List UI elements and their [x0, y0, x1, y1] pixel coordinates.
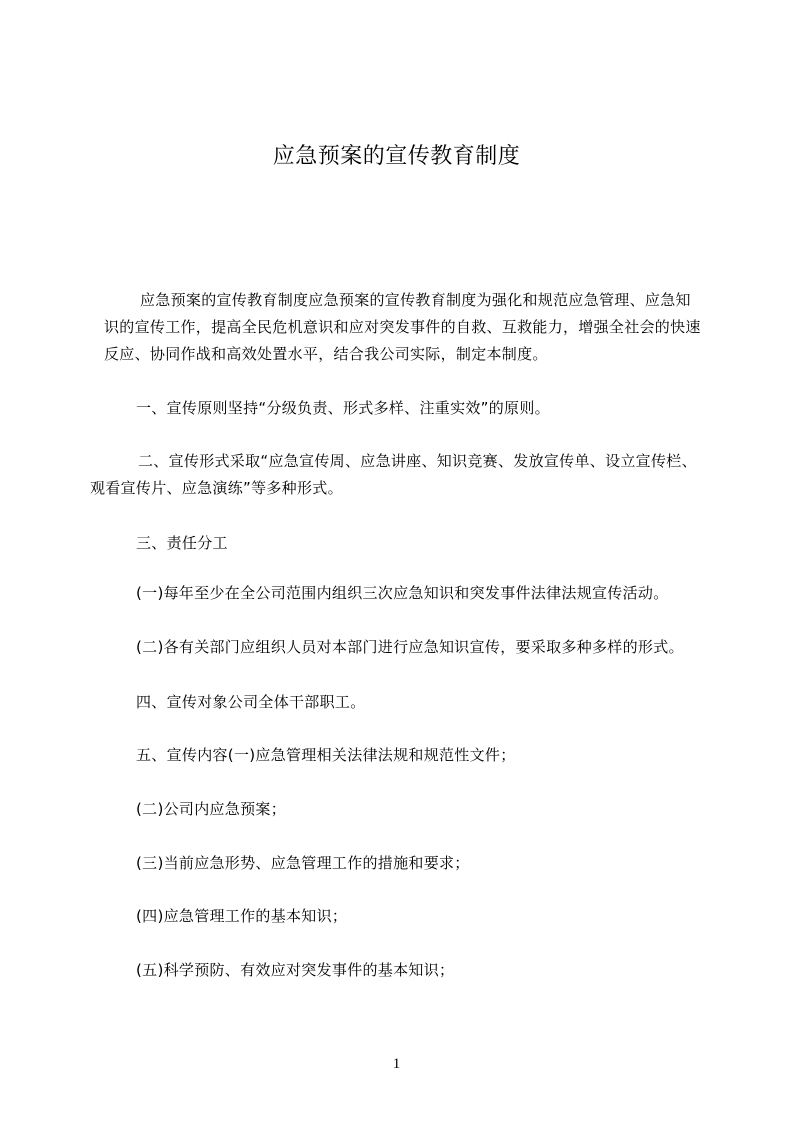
page-number: 1 — [392, 1056, 401, 1072]
content-item-5: (五)科学预防、有效应对突发事件的基本知识； — [136, 961, 455, 979]
responsibility-item-2: (二)各有关部门应组织人员对本部门进行应急知识宣传，要采取多种多样的形式。 — [136, 638, 684, 656]
content-item-4: (四)应急管理工作的基本知识； — [136, 907, 348, 925]
content-item-2: (二)公司内应急预案； — [136, 800, 287, 818]
content-item-3: (三)当前应急形势、应急管理工作的措施和要求； — [136, 854, 470, 872]
section-audience: 四、宣传对象公司全体干部职工。 — [136, 693, 366, 711]
responsibility-item-1: (一)每年至少在全公司范围内组织三次应急知识和突发事件法律法规宣传活动。 — [136, 584, 669, 602]
document-title: 应急预案的宣传教育制度 — [272, 144, 521, 169]
section-responsibility-heading: 三、责任分工 — [136, 534, 228, 552]
section-format: 二、宣传形式采取“应急宣传周、应急讲座、知识竞赛、发放宣传单、设立宣传栏、观看宣传片、应急演练”等多种形式。 — [90, 452, 697, 497]
section-content-item-1: 五、宣传内容(一)应急管理相关法律法规和规范性文件； — [136, 746, 516, 764]
intro-paragraph: 应急预案的宣传教育制度应急预案的宣传教育制度为强化和规范应急管理、应急知识的宣传工作，提高全民危机意识和应对突发事件的自救、互救能力，增强全社会的快速反应、协同作战和高效处置水平，结合我公司实际，制定本制度。 — [104, 291, 701, 363]
section-principle: 一、宣传原则坚持“分级负责、形式多样、注重实效”的原则。 — [136, 399, 550, 417]
